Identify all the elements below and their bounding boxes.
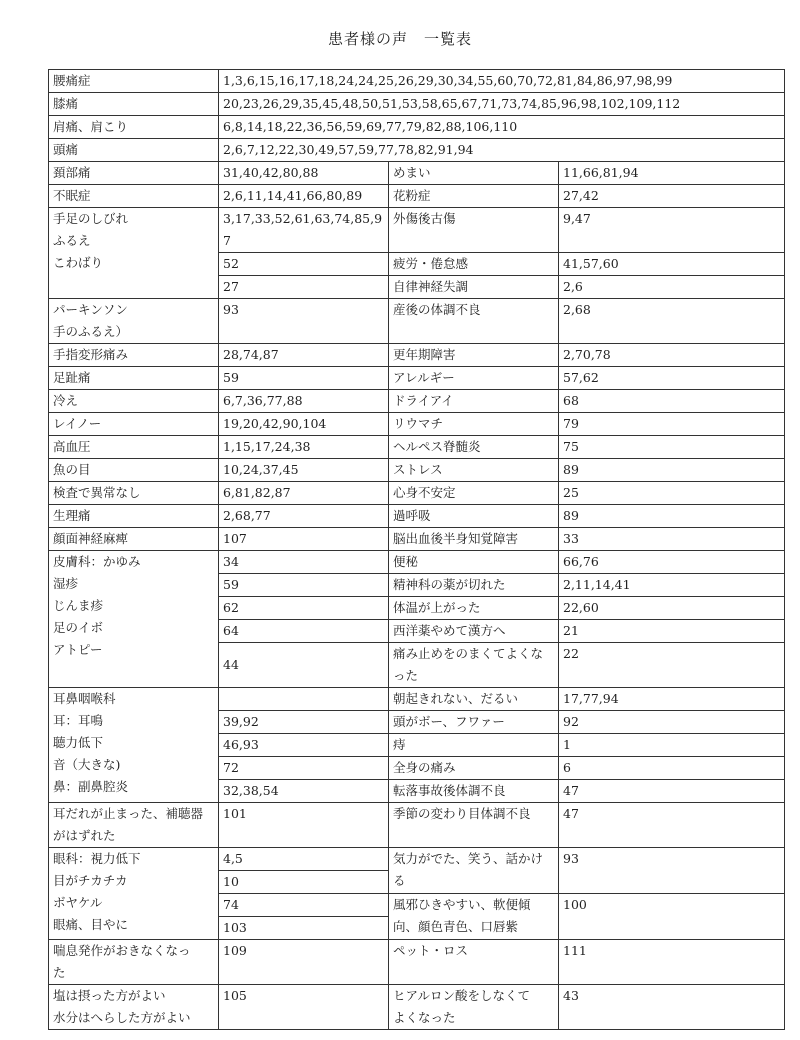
patient-voices-table <box>48 69 785 1030</box>
table-row <box>49 390 785 413</box>
condition-label: 耳だれが止まった、補聴器 がはずれた <box>49 803 219 848</box>
case-numbers: 43 <box>559 985 785 1030</box>
condition-label: 冷え <box>49 390 219 413</box>
condition-label: パーキンソン 手のふるえ） <box>49 299 219 344</box>
case-numbers <box>219 688 389 711</box>
condition-label: ドライアイ <box>389 390 559 413</box>
table-row <box>49 367 785 390</box>
case-numbers: 64 <box>219 620 389 643</box>
case-numbers: 2,6 <box>559 276 785 299</box>
condition-label: 足趾痛 <box>49 367 219 390</box>
table-row <box>49 162 785 185</box>
case-numbers: 1,3,6,15,16,17,18,24,24,25,26,29,30,34,55,60,70,72,81,84,86,97,98,99 <box>219 70 785 93</box>
case-numbers: 21 <box>559 620 785 643</box>
case-numbers: 2,6,11,14,41,66,80,89 <box>219 185 389 208</box>
table-row <box>49 482 785 505</box>
case-numbers: 103 <box>219 917 389 940</box>
condition-label: アレルギー <box>389 367 559 390</box>
condition-label: 眼科：視力低下 目がチカチカ ボヤケル 眼痛、目やに <box>49 848 219 940</box>
case-numbers: 22 <box>559 643 785 688</box>
condition-label: 疲労・倦怠感 <box>389 253 559 276</box>
condition-label: 高血圧 <box>49 436 219 459</box>
condition-label: 自律神経失調 <box>389 276 559 299</box>
case-numbers: 2,68 <box>559 299 785 344</box>
condition-label: 頭がボー、フワァー <box>389 711 559 734</box>
condition-label: 腰痛症 <box>49 70 219 93</box>
table-row <box>49 93 785 116</box>
condition-label: 塩は摂った方がよい 水分はへらした方がよい <box>49 985 219 1030</box>
case-numbers: 31,40,42,80,88 <box>219 162 389 185</box>
case-numbers: 6,8,14,18,22,36,56,59,69,77,79,82,88,106,110 <box>219 116 785 139</box>
case-numbers: 28,74,87 <box>219 344 389 367</box>
case-numbers: 93 <box>219 299 389 344</box>
case-numbers: 27,42 <box>559 185 785 208</box>
case-numbers: 1,15,17,24,38 <box>219 436 389 459</box>
case-numbers: 4,5 <box>219 848 389 871</box>
condition-label: 頭痛 <box>49 139 219 162</box>
condition-label: 生理痛 <box>49 505 219 528</box>
case-numbers: 39,92 <box>219 711 389 734</box>
case-numbers: 6,7,36,77,88 <box>219 390 389 413</box>
case-numbers: 9,47 <box>559 208 785 253</box>
condition-label: 膝痛 <box>49 93 219 116</box>
case-numbers: 101 <box>219 803 389 848</box>
condition-label: 不眠症 <box>49 185 219 208</box>
condition-label: 耳鼻咽喉科 耳：耳鳴 聴力低下 音（大きな) 鼻：副鼻腔炎 <box>49 688 219 803</box>
case-numbers: 47 <box>559 803 785 848</box>
table-row <box>49 344 785 367</box>
case-numbers: 79 <box>559 413 785 436</box>
condition-label: 脳出血後半身知覚障害 <box>389 528 559 551</box>
table-row <box>49 985 785 1030</box>
case-numbers: 3,17,33,52,61,63,74,85,9 7 <box>219 208 389 253</box>
page-title: 患者様の声 一覧表 <box>327 30 472 48</box>
case-numbers: 92 <box>559 711 785 734</box>
condition-label: 喘息発作がおきなくなっ た <box>49 940 219 985</box>
case-numbers: 2,11,14,41 <box>559 574 785 597</box>
case-numbers: 75 <box>559 436 785 459</box>
condition-label: 季節の変わり目体調不良 <box>389 803 559 848</box>
case-numbers: 44 <box>219 643 389 688</box>
case-numbers: 59 <box>219 574 389 597</box>
condition-label: 外傷後古傷 <box>389 208 559 253</box>
case-numbers: 1 <box>559 734 785 757</box>
case-numbers: 20,23,26,29,35,45,48,50,51,53,58,65,67,71,73,74,85,96,98,102,109,112 <box>219 93 785 116</box>
condition-label: リウマチ <box>389 413 559 436</box>
case-numbers: 10 <box>219 871 389 894</box>
case-numbers: 22,60 <box>559 597 785 620</box>
case-numbers: 68 <box>559 390 785 413</box>
case-numbers: 2,6,7,12,22,30,49,57,59,77,78,82,91,94 <box>219 139 785 162</box>
condition-label: ストレス <box>389 459 559 482</box>
case-numbers: 105 <box>219 985 389 1030</box>
table-row <box>49 940 785 985</box>
table-row <box>49 551 785 574</box>
table-row <box>49 413 785 436</box>
table-row <box>49 528 785 551</box>
case-numbers: 89 <box>559 459 785 482</box>
case-numbers: 11,66,81,94 <box>559 162 785 185</box>
case-numbers: 47 <box>559 780 785 803</box>
case-numbers: 62 <box>219 597 389 620</box>
condition-label: 便秘 <box>389 551 559 574</box>
condition-label: 肩痛、肩こり <box>49 116 219 139</box>
case-numbers: 100 <box>559 894 785 940</box>
case-numbers: 25 <box>559 482 785 505</box>
condition-label: 朝起きれない、だるい <box>389 688 559 711</box>
condition-label: 痛み止めをのまくてよくなった <box>389 643 559 688</box>
condition-label: 更年期障害 <box>389 344 559 367</box>
condition-label: 顔面神経麻痺 <box>49 528 219 551</box>
case-numbers: 27 <box>219 276 389 299</box>
table-row <box>49 208 785 253</box>
case-numbers: 41,57,60 <box>559 253 785 276</box>
condition-label: 痔 <box>389 734 559 757</box>
condition-label: ヘルペス脊髄炎 <box>389 436 559 459</box>
case-numbers: 72 <box>219 757 389 780</box>
case-numbers: 89 <box>559 505 785 528</box>
condition-label: 過呼吸 <box>389 505 559 528</box>
condition-label: 皮膚科：かゆみ 湿疹 じんま疹 足のイボ アトピー <box>49 551 219 688</box>
condition-label: 頚部痛 <box>49 162 219 185</box>
case-numbers: 109 <box>219 940 389 985</box>
condition-label: 産後の体調不良 <box>389 299 559 344</box>
case-numbers: 52 <box>219 253 389 276</box>
condition-label: 検査で異常なし <box>49 482 219 505</box>
case-numbers: 74 <box>219 894 389 917</box>
condition-label: 転落事故後体調不良 <box>389 780 559 803</box>
table-row <box>49 848 785 871</box>
table-row <box>49 688 785 711</box>
table-row <box>49 803 785 848</box>
case-numbers: 6,81,82,87 <box>219 482 389 505</box>
table-row <box>49 299 785 344</box>
condition-label: 精神科の薬が切れた <box>389 574 559 597</box>
case-numbers: 2,70,78 <box>559 344 785 367</box>
condition-label: 気力がでた、笑う、話かける <box>389 848 559 894</box>
case-numbers: 33 <box>559 528 785 551</box>
condition-label: 全身の痛み <box>389 757 559 780</box>
case-numbers: 93 <box>559 848 785 894</box>
condition-label: めまい <box>389 162 559 185</box>
condition-label: 手足のしびれ ふるえ こわばり <box>49 208 219 299</box>
case-numbers: 111 <box>559 940 785 985</box>
case-numbers: 32,38,54 <box>219 780 389 803</box>
condition-label: 魚の目 <box>49 459 219 482</box>
case-numbers: 10,24,37,45 <box>219 459 389 482</box>
case-numbers: 107 <box>219 528 389 551</box>
condition-label: 手指変形痛み <box>49 344 219 367</box>
case-numbers: 2,68,77 <box>219 505 389 528</box>
case-numbers: 59 <box>219 367 389 390</box>
condition-label: 風邪ひきやすい、軟便傾向、顔色青色、口唇紫 <box>389 894 559 940</box>
case-numbers: 6 <box>559 757 785 780</box>
condition-label: 花粉症 <box>389 185 559 208</box>
case-numbers: 57,62 <box>559 367 785 390</box>
condition-label: ペット・ロス <box>389 940 559 985</box>
table-row <box>49 436 785 459</box>
condition-label: 心身不安定 <box>389 482 559 505</box>
condition-label: 西洋薬やめて漢方へ <box>389 620 559 643</box>
table-row <box>49 70 785 93</box>
table-row <box>49 139 785 162</box>
case-numbers: 66,76 <box>559 551 785 574</box>
condition-label: レイノー <box>49 413 219 436</box>
condition-label: ヒアルロン酸をしなくて よくなった <box>389 985 559 1030</box>
case-numbers: 46,93 <box>219 734 389 757</box>
table-row <box>49 459 785 482</box>
case-numbers: 17,77,94 <box>559 688 785 711</box>
table-row <box>49 185 785 208</box>
table-row <box>49 116 785 139</box>
table-row <box>49 505 785 528</box>
case-numbers: 19,20,42,90,104 <box>219 413 389 436</box>
condition-label: 体温が上がった <box>389 597 559 620</box>
case-numbers: 34 <box>219 551 389 574</box>
